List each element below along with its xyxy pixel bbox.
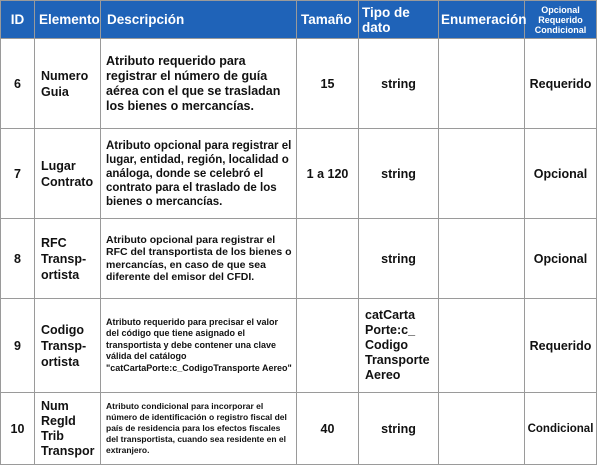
cell-id: 7: [1, 129, 35, 219]
table-row: [1, 129, 597, 219]
cell-descripcion: Atributo condicional para incorporar el número de identificación o registro fiscal del país de residencia para los efectos fiscales del transportista, cuando sea residente en el extranjero.: [101, 393, 297, 465]
cell-tipo: string: [359, 219, 439, 299]
cell-enumeracion: [439, 219, 525, 299]
cell-requerido: Opcional: [525, 129, 597, 219]
cell-descripcion: Atributo requerido para registrar el número de guía aérea con el que se trasladan los bienes o mercancías.: [101, 39, 297, 129]
cell-tamano: [297, 299, 359, 393]
table-row: [1, 39, 597, 129]
cell-descripcion: Atributo opcional para registrar el lugar, entidad, región, localidad o análoga, donde se celebró el contrato para el traslado de los bienes o mercancías.: [101, 129, 297, 219]
cell-tamano: [297, 219, 359, 299]
cell-elemento: Numero Guia: [35, 39, 101, 129]
header-descripcion: Descripción: [101, 1, 297, 39]
header-requerido: [525, 1, 597, 39]
header-requerido-opcional: Opcional: [541, 4, 580, 15]
header-elemento: Elemento: [35, 1, 101, 39]
table-row: [1, 299, 597, 393]
cell-id: 10: [1, 393, 35, 465]
cell-descripcion: Atributo requerido para precisar el valor del código que tiene asignado el transportista y debe contener una clave válida del catálogo "catCartaPorte:c_CodigoTransporte Aereo": [101, 299, 297, 393]
cell-enumeracion: [439, 299, 525, 393]
cell-enumeracion: [439, 39, 525, 129]
cell-id: 8: [1, 219, 35, 299]
header-tamano: Tamaño: [297, 1, 359, 39]
header-enumeracion: Enumeración: [439, 1, 525, 39]
cell-descripcion: Atributo opcional para registrar el RFC del transportista de los bienes o mercancías, en caso de que sea diferente del emisor del CFDI.: [101, 219, 297, 299]
cell-requerido: Requerido: [525, 299, 597, 393]
cell-requerido: Opcional: [525, 219, 597, 299]
cell-requerido: Condicional: [525, 393, 597, 465]
cell-id: 6: [1, 39, 35, 129]
header-requerido-condicional: Condicional: [534, 24, 587, 35]
cell-elemento: Num RegId Trib Transpor: [35, 393, 101, 465]
cell-tipo: catCarta Porte:c_ Codigo Transporte Aereo: [359, 299, 439, 393]
cell-elemento: Lugar Contrato: [35, 129, 101, 219]
cell-enumeracion: [439, 393, 525, 465]
header-id: ID: [1, 1, 35, 39]
header-tipo: Tipo de dato: [359, 1, 439, 39]
cell-requerido: Requerido: [525, 39, 597, 129]
cell-tipo: string: [359, 129, 439, 219]
cell-elemento: RFC Transp-ortista: [35, 219, 101, 299]
cell-tipo: string: [359, 39, 439, 129]
table-row: [1, 393, 597, 465]
cell-elemento: Codigo Transp-ortista: [35, 299, 101, 393]
cell-enumeracion: [439, 129, 525, 219]
header-row: [1, 1, 597, 39]
cell-tipo: string: [359, 393, 439, 465]
header-requerido-requerido: Requerido: [538, 14, 583, 25]
cell-tamano: 15: [297, 39, 359, 129]
cell-tamano: 40: [297, 393, 359, 465]
cell-tamano: 1 a 120: [297, 129, 359, 219]
cell-id: 9: [1, 299, 35, 393]
table-row: [1, 219, 597, 299]
